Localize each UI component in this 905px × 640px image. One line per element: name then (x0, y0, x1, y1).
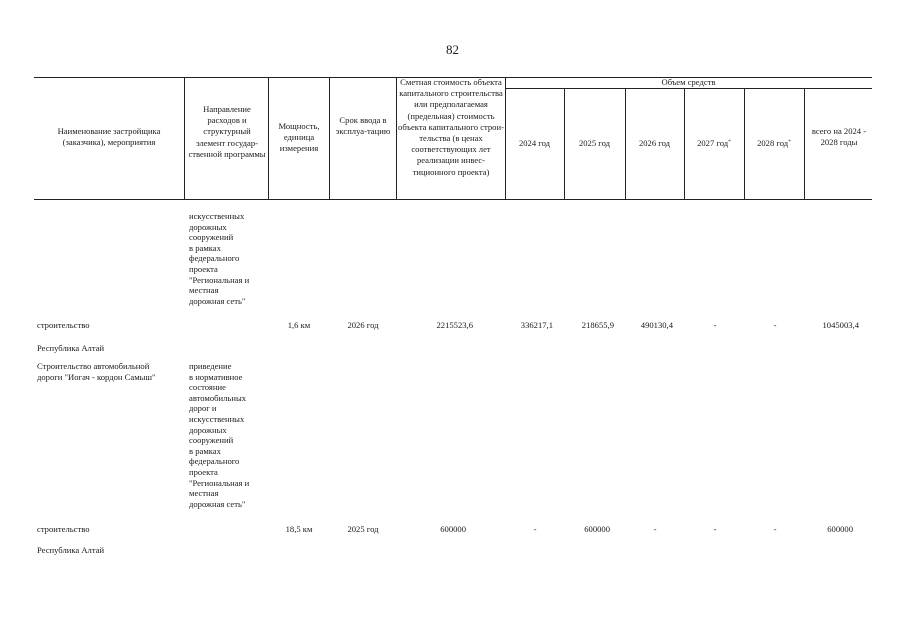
row1-total: 1045003,4 (822, 320, 859, 330)
row1-name: строительство (37, 320, 90, 330)
row2-term: 2025 год (347, 524, 379, 534)
row1-2025: 218655,9 (581, 320, 614, 330)
row2-2026: - (653, 524, 657, 534)
page-number: 82 (446, 42, 459, 57)
header-name: Наименование застройщика (заказчика), мероприятия (57, 126, 161, 148)
row2-2027: - (713, 524, 717, 534)
header-2025: 2025 год (578, 138, 611, 148)
row1-2028: - (773, 320, 777, 330)
header-term: Срок ввода в эксплуа-тацию (335, 115, 391, 137)
header-2027: 2027 год* (697, 138, 731, 148)
row2-2028: - (773, 524, 777, 534)
direction-text-1: искусственных дорожных сооружений в рамках федерального проекта "Региональная и местная дорожная сеть" (189, 211, 250, 306)
row1-term: 2026 год (347, 320, 379, 330)
row2-2025: 600000 (584, 524, 610, 534)
header-capacity: Мощность, единица измерения (278, 121, 320, 154)
header-volume: Объем средств (661, 77, 716, 87)
region-label-1: Республика Алтай (37, 343, 105, 353)
row2-total: 600000 (827, 524, 853, 534)
direction-text-2: приведение в нормативное состояние автомобильных дорог и искусственных дорожных сооружений в рамках федерального проекта "Региональная и местная дорожная сеть" (189, 361, 250, 509)
row2-2024: - (533, 524, 537, 534)
header-total: всего на 2024 - 2028 годы (811, 126, 867, 148)
row1-cost: 2215523,6 (436, 320, 473, 330)
header-2024: 2024 год (518, 138, 551, 148)
row1-capacity: 1,6 км (287, 320, 311, 330)
header-2026: 2026 год (638, 138, 671, 148)
header-cost: Сметная стоимость объекта капитального строительства или предполагаемая (предельная) стоимость объекта капитального строи-тельства (в ценах соответствующих лет реализации инвес-тиционного проекта) (398, 77, 504, 177)
row1-2024: 336217,1 (520, 320, 553, 330)
row2-capacity: 18,5 км (285, 524, 313, 534)
object-name-2: Строительство автомобильной дороги "Иогач - кордон Самыш" (37, 361, 156, 382)
row1-2026: 490130,4 (640, 320, 673, 330)
row1-2027: - (713, 320, 717, 330)
region-label-2: Республика Алтай (37, 545, 105, 555)
header-2028: 2028 год* (757, 138, 791, 148)
row2-name: строительство (37, 524, 90, 534)
row2-cost: 600000 (440, 524, 466, 534)
header-direction: Направление расходов и структурный элемент государ-ственной программы (188, 104, 266, 159)
